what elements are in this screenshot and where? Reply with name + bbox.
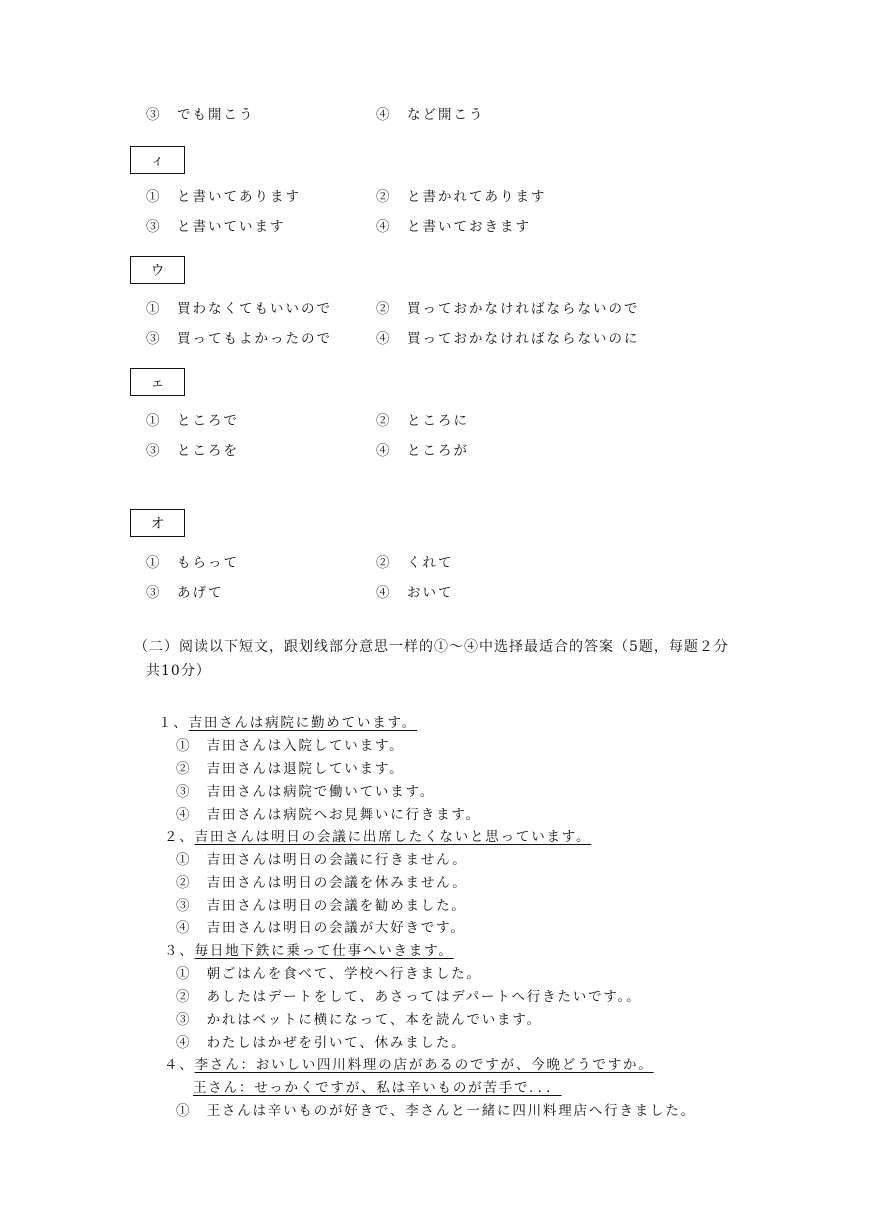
option-3: ③ 買ってもよかったので: [146, 331, 332, 347]
option-2: ② ところに: [376, 413, 469, 429]
question-stem: 吉田さんは明日の会議に出席したくないと思っています。: [194, 829, 592, 845]
answer-box-label: ィ: [150, 153, 165, 169]
option-1: ① と書いてあります: [146, 189, 301, 205]
option-2: ② くれて: [376, 555, 454, 571]
option-2: ② 買っておかなければならないので: [376, 301, 640, 317]
question-number: ３、: [164, 943, 195, 959]
option-3: ③ でも開こう: [146, 107, 255, 123]
choice-3: ③ 吉田さんは明日の会議を勧めました。: [176, 898, 467, 914]
option-1: ① ところで: [146, 413, 239, 429]
choice-3: ③ 吉田さんは病院で働いています。: [176, 784, 436, 800]
question-number: ２、: [164, 829, 195, 845]
choice-1: ① 王さんは辛いものが好きで、李さんと一緒に四川料理店へ行きました。: [176, 1103, 696, 1119]
choice-4: ④ 吉田さんは病院へお見舞いに行きます。: [176, 807, 481, 823]
choice-2: ② あしたはデートをして、あさってはデパートへ行きたいです。。: [176, 989, 642, 1005]
question-1: [158, 714, 417, 732]
question-stem: 吉田さんは病院に勤めています。: [188, 715, 418, 731]
question-4-line2: [193, 1079, 561, 1097]
choice-3: ③ かれはベットに横になって、本を読んでいます。: [176, 1012, 542, 1028]
answer-box-u: [130, 256, 185, 284]
choice-1: ① 吉田さんは明日の会議に行きません。: [176, 852, 468, 868]
answer-box-label: オ: [150, 516, 165, 532]
question-3: [164, 942, 454, 960]
choice-4: ④ 吉田さんは明日の会議が大好きです。: [176, 920, 466, 936]
answer-box-i: [130, 146, 185, 174]
option-4: ④ 買っておかなければならないのに: [376, 331, 640, 347]
question-stem: 毎日地下鉄に乗って仕事へいきます。: [194, 943, 454, 959]
section-heading: （二）阅读以下短文，跟划线部分意思一样的①～④中选择最适合的答案（5题，每题２分: [134, 639, 729, 655]
question-number: ４、: [164, 1057, 195, 1073]
question-stem: 李さん：おいしい四川料理の店があるのですが、今晩どうですか。: [194, 1057, 654, 1073]
answer-box-o: [130, 509, 185, 537]
question-number: １、: [158, 715, 189, 731]
choice-1: ① 朝ごはんを食べて、学校へ行きました。: [176, 966, 482, 982]
option-4: ④ ところが: [376, 443, 469, 459]
option-3: ③ あげて: [146, 585, 224, 601]
option-4: ④ など開こう: [376, 107, 485, 123]
choice-1: ① 吉田さんは入院しています。: [176, 738, 405, 754]
question-stem-cont: 王さん：せっかくですが、私は辛いものが苦手で．．．: [193, 1080, 562, 1096]
answer-box-label: ウ: [150, 263, 165, 279]
question-4: [164, 1056, 654, 1074]
option-4: ④ おいて: [376, 585, 454, 601]
option-3: ③ ところを: [146, 443, 239, 459]
option-2: ② と書かれてあります: [376, 189, 547, 205]
choice-2: ② 吉田さんは退院しています。: [176, 761, 405, 777]
option-1: ① 買わなくてもいいので: [146, 301, 332, 317]
choice-2: ② 吉田さんは明日の会議を休みません。: [176, 875, 468, 891]
answer-box-label: ェ: [150, 375, 165, 391]
option-3: ③ と書いています: [146, 219, 286, 235]
answer-box-e: [130, 368, 185, 396]
option-1: ① もらって: [146, 555, 239, 571]
question-2: [164, 828, 591, 846]
option-4: ④ と書いておきます: [376, 219, 531, 235]
choice-4: ④ わたしはかぜを引いて、休みました。: [176, 1035, 467, 1051]
section-heading-cont: 共10分）: [146, 663, 211, 679]
